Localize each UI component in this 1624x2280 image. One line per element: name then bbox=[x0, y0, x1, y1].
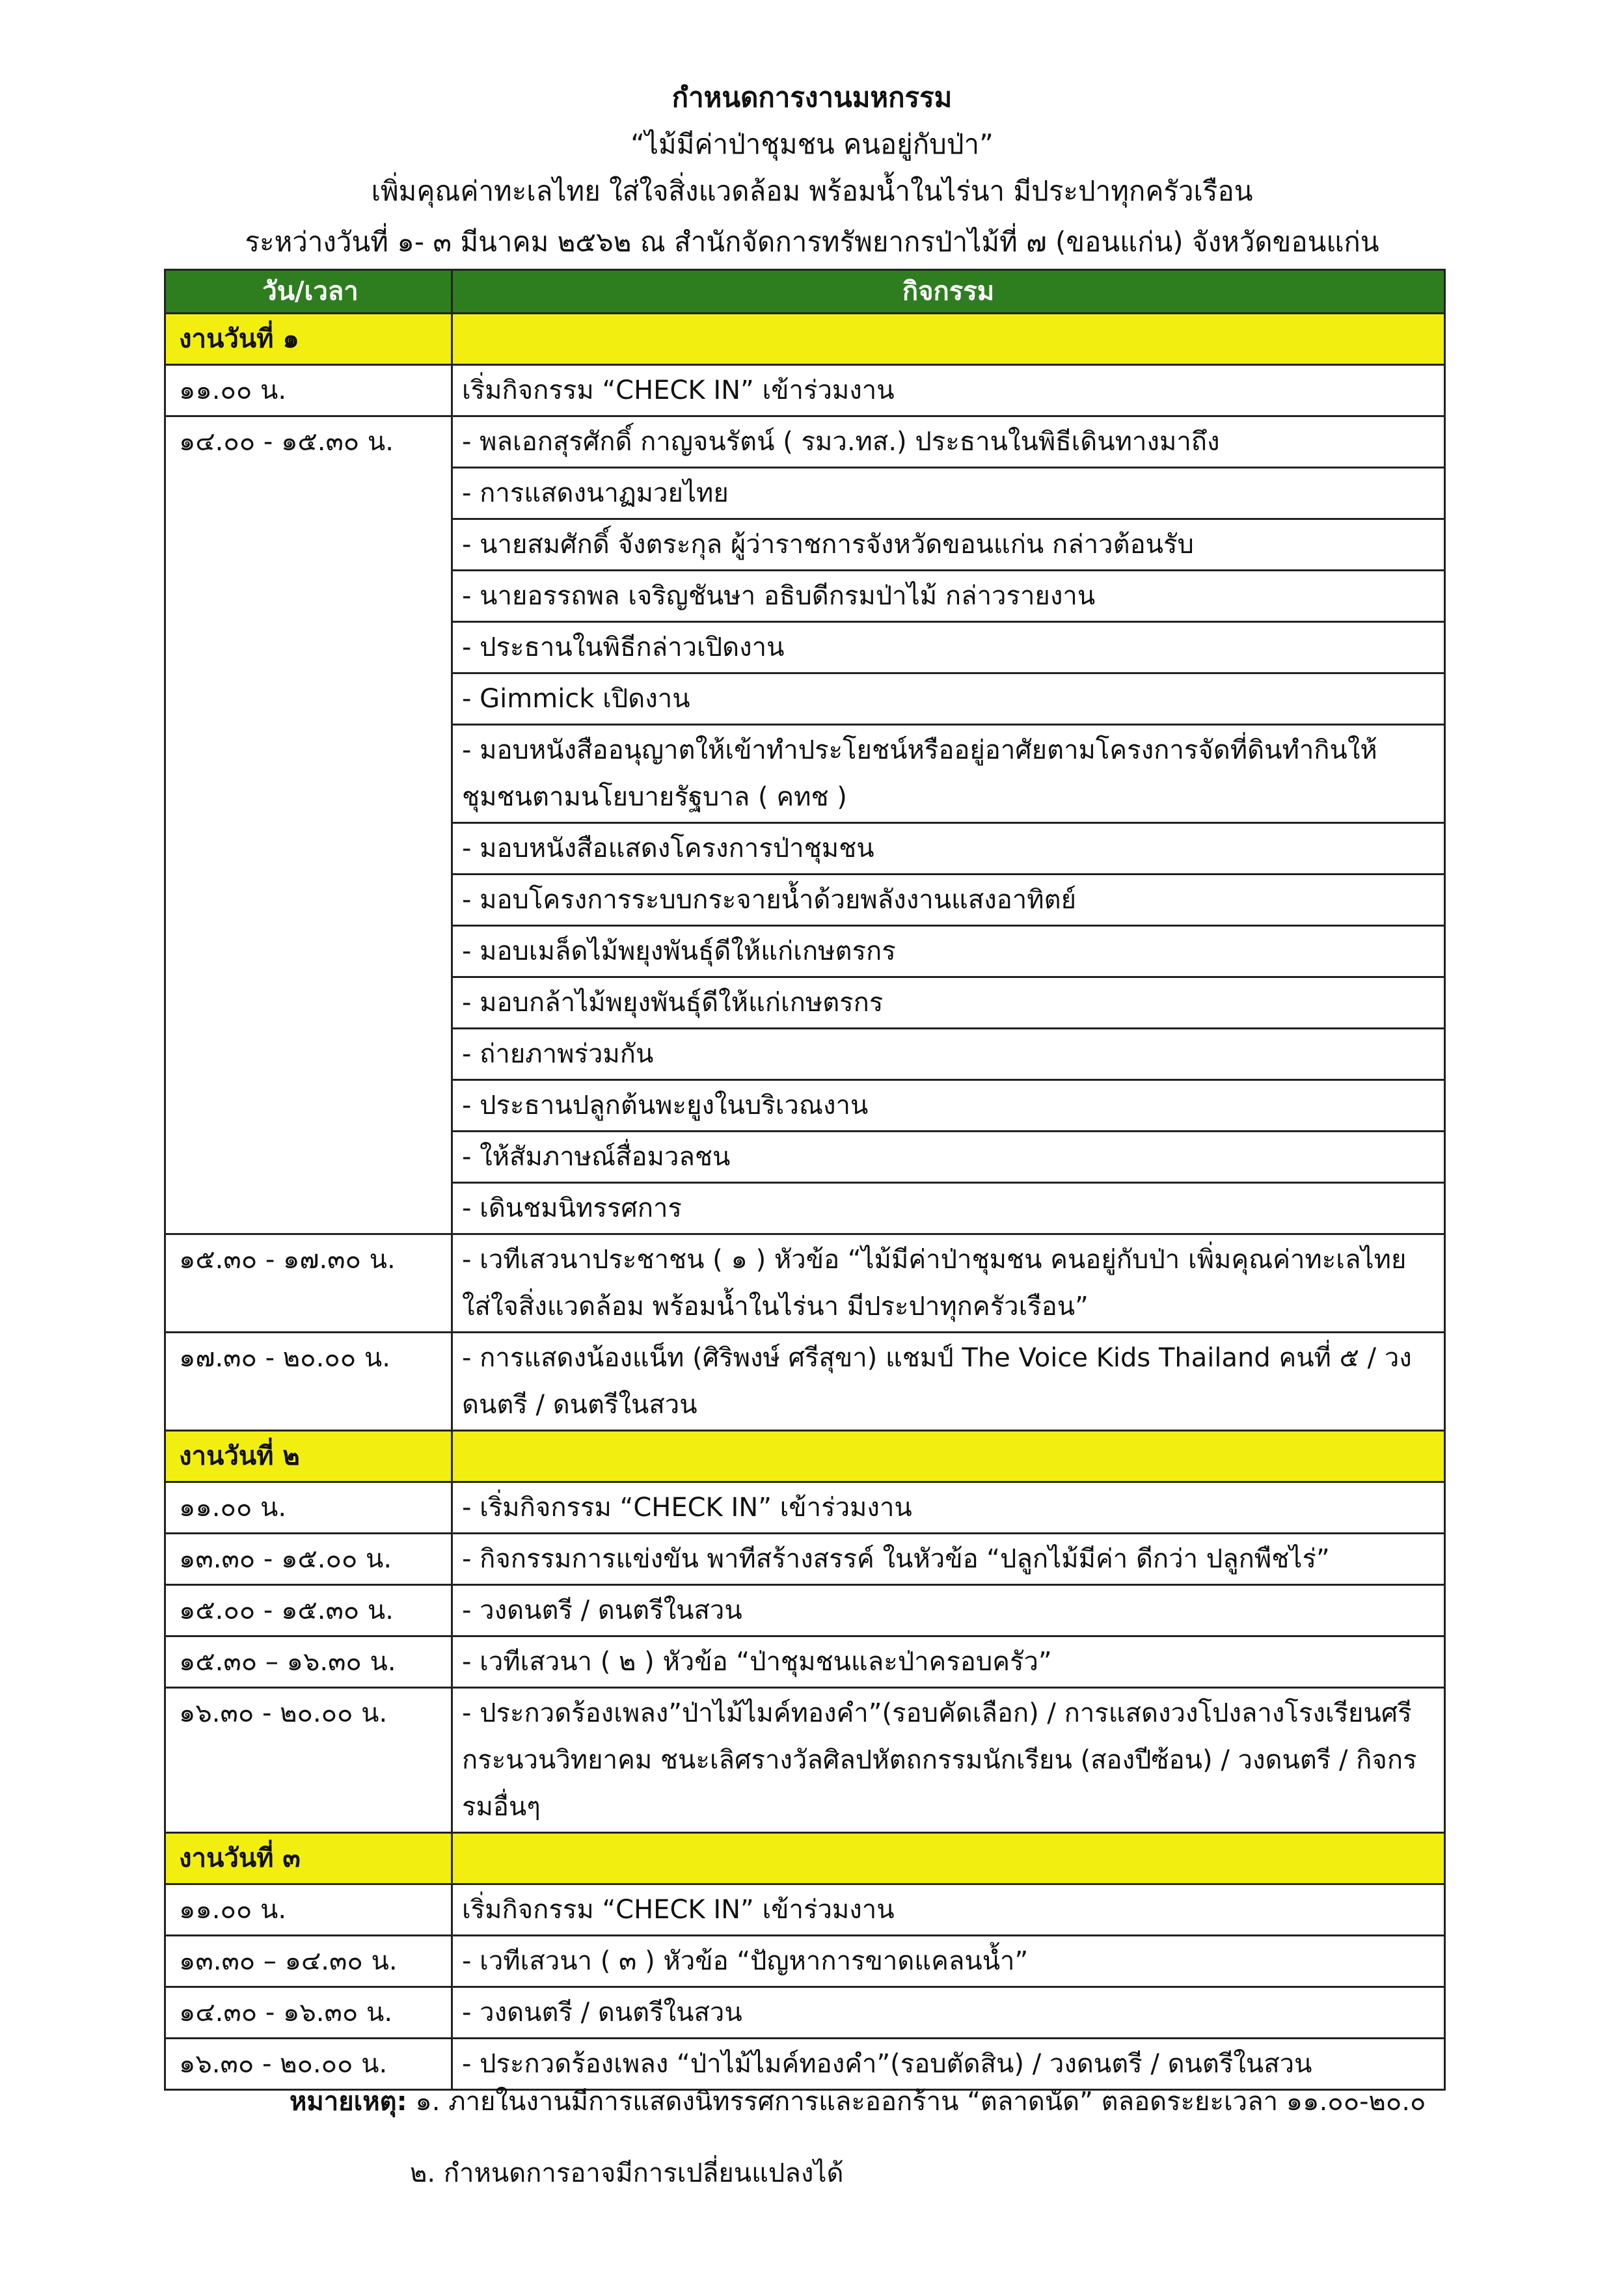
table-row bbox=[165, 416, 1445, 468]
day-header-blank bbox=[452, 1833, 1445, 1884]
remark-1: ๑. ภายในงานมีการแสดงนิทรรศการและออกร้าน “ตลาดนัด” ตลอดระยะเวลา ๑๑.๐๐-๒๐.๐ bbox=[415, 2087, 1426, 2117]
activity-cell: - เวทีเสวนาประชาชน ( ๑ ) หัวข้อ “ไม้มีค่าป่าชุมชน คนอยู่กับป่า เพิ่มคุณค่าทะเลไทย ใส่ใจสิ่งแวดล้อม พร้อมน้ำในไร่นา มีประปาทุกครัวเรือน” bbox=[452, 1234, 1445, 1333]
table-row bbox=[165, 1234, 1445, 1333]
table-row bbox=[165, 1333, 1445, 1431]
table-row bbox=[165, 1936, 1445, 1987]
table-row bbox=[165, 823, 1445, 875]
table-row bbox=[165, 1080, 1445, 1132]
table-header-row bbox=[165, 270, 1445, 314]
table-row bbox=[165, 977, 1445, 1029]
table-row bbox=[165, 1029, 1445, 1080]
activity-cell: - เวทีเสวนา ( ๓ ) หัวข้อ “ปัญหาการขาดแคลนน้ำ” bbox=[452, 1936, 1445, 1987]
activity-cell: เริ่มกิจกรรม “CHECK IN” เข้าร่วมงาน bbox=[452, 1884, 1445, 1936]
time-cell: ๑๗.๓๐ - ๒๐.๐๐ น. bbox=[165, 1333, 452, 1431]
remarks-label: หมายเหตุ: bbox=[290, 2087, 407, 2117]
activity-cell: - มอบหนังสือแสดงโครงการป่าชุมชน bbox=[452, 823, 1445, 875]
time-cell: ๑๕.๓๐ – ๑๖.๓๐ น. bbox=[165, 1636, 452, 1688]
table-row bbox=[165, 1534, 1445, 1585]
day-header-row bbox=[165, 1833, 1445, 1884]
activity-cell: - พลเอกสุรศักดิ์ กาญจนรัตน์ ( รมว.ทส.) ประธานในพิธีเดินทางมาถึง bbox=[452, 416, 1445, 468]
column-header-time: วัน/เวลา bbox=[165, 270, 452, 314]
time-cell: ๑๖.๓๐ - ๒๐.๐๐ น. bbox=[165, 1688, 452, 1833]
event-subtitle: เพิ่มคุณค่าทะเลไทย ใส่ใจสิ่งแวดล้อม พร้อมน้ำในไร่นา มีประปาทุกครัวเรือน bbox=[371, 175, 1253, 207]
table-row bbox=[165, 468, 1445, 519]
time-cell: ๑๓.๓๐ – ๑๔.๓๐ น. bbox=[165, 1936, 452, 1987]
time-cell: ๑๑.๐๐ น. bbox=[165, 1884, 452, 1936]
time-cell: ๑๑.๐๐ น. bbox=[165, 1482, 452, 1534]
table-row bbox=[165, 1482, 1445, 1534]
table-row bbox=[165, 365, 1445, 416]
time-cell-continued bbox=[165, 926, 452, 977]
table-row bbox=[165, 519, 1445, 571]
activity-cell: - เดินชมนิทรรศการ bbox=[452, 1183, 1445, 1234]
table-row bbox=[165, 1183, 1445, 1234]
time-cell-continued bbox=[165, 823, 452, 875]
table-row bbox=[165, 622, 1445, 673]
time-cell-continued bbox=[165, 977, 452, 1029]
event-date-venue: ระหว่างวันที่ ๑- ๓ มีนาคม ๒๕๖๒ ณ สำนักจัดการทรัพยากรป่าไม้ที่ ๗ (ขอนแก่น) จังหวัดขอนแก่น bbox=[245, 226, 1379, 258]
table-row bbox=[165, 1585, 1445, 1636]
table-row bbox=[165, 926, 1445, 977]
schedule-table bbox=[164, 269, 1446, 2091]
day-header-blank bbox=[452, 314, 1445, 365]
schedule-body bbox=[165, 270, 1445, 2090]
table-row bbox=[165, 875, 1445, 926]
event-slogan: “ไม้มีค่าป่าชุมชน คนอยู่กับป่า” bbox=[630, 128, 994, 160]
time-cell-continued bbox=[165, 1132, 452, 1183]
time-cell-continued bbox=[165, 725, 452, 823]
table-row bbox=[165, 1987, 1445, 2039]
activity-cell: - ประธานปลูกต้นพะยูงในบริเวณงาน bbox=[452, 1080, 1445, 1132]
time-cell-continued bbox=[165, 1183, 452, 1234]
table-row bbox=[165, 725, 1445, 823]
activity-cell: - ให้สัมภาษณ์สื่อมวลชน bbox=[452, 1132, 1445, 1183]
activity-cell: เริ่มกิจกรรม “CHECK IN” เข้าร่วมงาน bbox=[452, 365, 1445, 416]
activity-cell: - ถ่ายภาพร่วมกัน bbox=[452, 1029, 1445, 1080]
table-row bbox=[165, 1636, 1445, 1688]
time-cell: ๑๖.๓๐ - ๒๐.๐๐ น. bbox=[165, 2039, 452, 2090]
document-title: กำหนดการงานมหกรรม bbox=[671, 81, 953, 113]
activity-cell: - มอบโครงการระบบกระจายน้ำด้วยพลังงานแสงอาทิตย์ bbox=[452, 875, 1445, 926]
activity-cell: - กิจกรรมการแข่งขัน พาทีสร้างสรรค์ ในหัวข้อ “ปลูกไม้มีค่า ดีกว่า ปลูกพืชไร่” bbox=[452, 1534, 1445, 1585]
table-row bbox=[165, 1884, 1445, 1936]
time-cell: ๑๔.๐๐ - ๑๕.๓๐ น. bbox=[165, 416, 452, 468]
time-cell-continued bbox=[165, 1080, 452, 1132]
time-cell-continued bbox=[165, 519, 452, 571]
time-cell-continued bbox=[165, 1029, 452, 1080]
activity-cell: - เวทีเสวนา ( ๒ ) หัวข้อ “ป่าชุมชนและป่าครอบครัว” bbox=[452, 1636, 1445, 1688]
time-cell: ๑๔.๓๐ - ๑๖.๓๐ น. bbox=[165, 1987, 452, 2039]
activity-cell: - ประธานในพิธีกล่าวเปิดงาน bbox=[452, 622, 1445, 673]
day-label: งานวันที่ ๑ bbox=[165, 314, 452, 365]
time-cell: ๑๓.๓๐ - ๑๕.๐๐ น. bbox=[165, 1534, 452, 1585]
activity-cell: - การแสดงนาฏมวยไทย bbox=[452, 468, 1445, 519]
day-header-row bbox=[165, 1431, 1445, 1482]
time-cell-continued bbox=[165, 875, 452, 926]
activity-cell: - นายสมศักดิ์ จังตระกุล ผู้ว่าราชการจังหวัดขอนแก่น กล่าวต้อนรับ bbox=[452, 519, 1445, 571]
activity-cell: - ประกวดร้องเพลง”ป่าไม้ไมค์ทองคำ”(รอบคัดเลือก) / การแสดงวงโปงลางโรงเรียนศรีกระนวนวิทยาคม ชนะเลิศรางวัลศิลปหัตถกรรมนักเรียน (สองปีซ้อน) / วงดนตรี / กิจกรรมอื่นๆ bbox=[452, 1688, 1445, 1833]
activity-cell: - นายอรรถพล เจริญชันษา อธิบดีกรมป่าไม้ กล่าวรายงาน bbox=[452, 571, 1445, 622]
time-cell: ๑๕.๐๐ - ๑๕.๓๐ น. bbox=[165, 1585, 452, 1636]
time-cell-continued bbox=[165, 468, 452, 519]
remarks bbox=[290, 2082, 1426, 2121]
remark-2: ๒. กำหนดการอาจมีการเปลี่ยนแปลงได้ bbox=[410, 2158, 844, 2188]
time-cell-continued bbox=[165, 673, 452, 725]
table-row bbox=[165, 1688, 1445, 1833]
day-label: งานวันที่ ๒ bbox=[165, 1431, 452, 1482]
activity-cell: - มอบกล้าไม้พยุงพันธุ์ดีให้แก่เกษตรกร bbox=[452, 977, 1445, 1029]
activity-cell: - มอบเมล็ดไม้พยุงพันธุ์ดีให้แก่เกษตรกร bbox=[452, 926, 1445, 977]
activity-cell: - การแสดงน้องแน็ท (ศิริพงษ์ ศรีสุขา) แชมป์ The Voice Kids Thailand คนที่ ๕ / วงดนตรี / ดนตรีในสวน bbox=[452, 1333, 1445, 1431]
activity-cell: - ประกวดร้องเพลง “ป่าไม้ไมค์ทองคำ”(รอบตัดสิน) / วงดนตรี / ดนตรีในสวน bbox=[452, 2039, 1445, 2090]
day-header-row bbox=[165, 314, 1445, 365]
time-cell: ๑๕.๓๐ - ๑๗.๓๐ น. bbox=[165, 1234, 452, 1333]
table-row bbox=[165, 1132, 1445, 1183]
time-cell: ๑๑.๐๐ น. bbox=[165, 365, 452, 416]
activity-cell: - เริ่มกิจกรรม “CHECK IN” เข้าร่วมงาน bbox=[452, 1482, 1445, 1534]
time-cell-continued bbox=[165, 571, 452, 622]
activity-cell: - วงดนตรี / ดนตรีในสวน bbox=[452, 1987, 1445, 2039]
activity-cell: - Gimmick เปิดงาน bbox=[452, 673, 1445, 725]
table-row bbox=[165, 673, 1445, 725]
activity-cell: - วงดนตรี / ดนตรีในสวน bbox=[452, 1585, 1445, 1636]
table-row bbox=[165, 571, 1445, 622]
day-header-blank bbox=[452, 1431, 1445, 1482]
day-label: งานวันที่ ๓ bbox=[165, 1833, 452, 1884]
time-cell-continued bbox=[165, 622, 452, 673]
column-header-activity: กิจกรรม bbox=[452, 270, 1445, 314]
activity-cell: - มอบหนังสืออนุญาตให้เข้าทำประโยชน์หรืออยู่อาศัยตามโครงการจัดที่ดินทำกินให้ชุมชนตามนโยบายรัฐบาล ( คทช ) bbox=[452, 725, 1445, 823]
